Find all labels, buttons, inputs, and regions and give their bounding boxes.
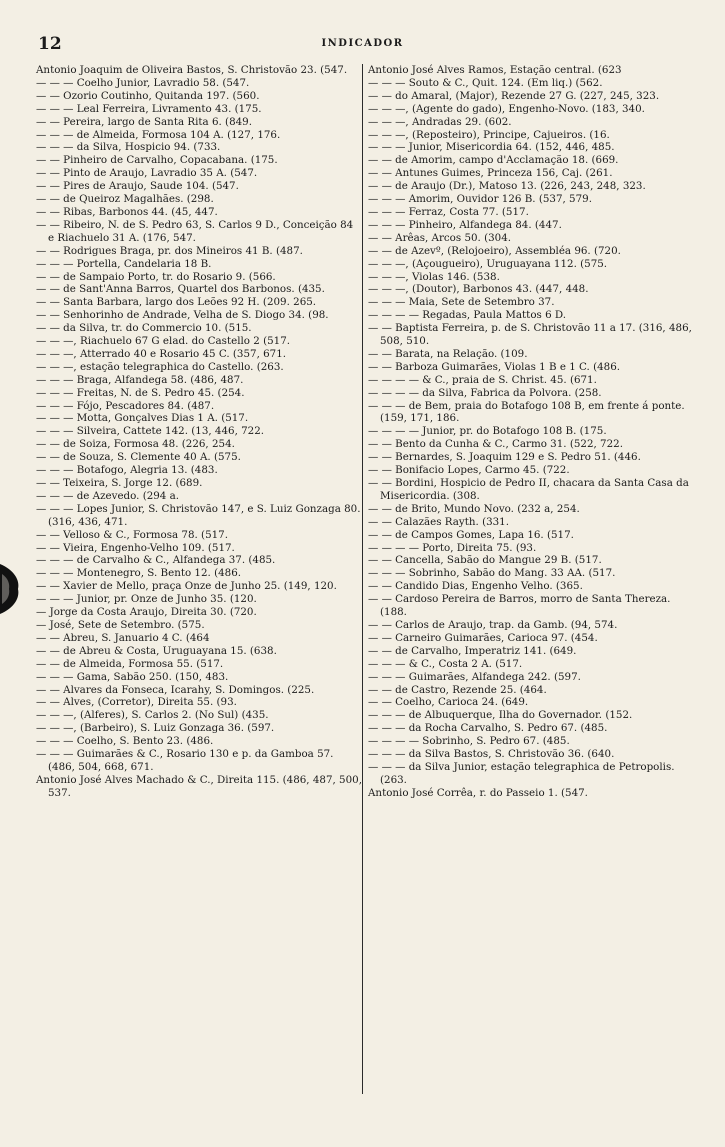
right-column-entry: — — Cancella, Sabão do Mangue 29 B. (517. (368, 554, 602, 567)
right-column-entry: — — — — da Silva, Fabrica da Polvora. (258. (368, 386, 602, 399)
left-column-entry: — — de Queiroz Magalhães. (298. (36, 193, 214, 206)
right-column-entry: Antonio José Alves Ramos, Estação central. (623 (368, 64, 622, 76)
right-column-entry: — — Calazães Rayth. (331. (368, 515, 510, 528)
left-column-entry: — — Senhorinho de Andrade, Velha de S. Diogo 34. (98. (36, 309, 329, 322)
right-column-entry: — — Barboza Guimarães, Violas 1 B e 1 C. (486. (368, 360, 621, 373)
left-column-entry: — — de Sant'Anna Barros, Quartel dos Barbonos. (435. (36, 283, 325, 296)
left-column-entry: — — — de Azevedo. (294 a. (36, 489, 180, 502)
left-column-entry: — — Vieira, Engenho-Velho 109. (517. (36, 541, 235, 554)
right-column-entry: — — de Azevº, (Relojoeiro), Assembléa 96. (720. (368, 244, 621, 257)
right-column-entry: — — — Amorim, Ouvidor 126 B. (537, 579. (368, 193, 592, 206)
right-column-entry: — — de Campos Gomes, Lapa 16. (517. (368, 528, 574, 541)
right-column-entry: — — Carneiro Guimarães, Carioca 97. (454. (368, 631, 598, 644)
left-column-entry: — — de Soiza, Formosa 48. (226, 254. (36, 438, 235, 451)
right-column-entry: — — — — & C., praia de S. Christ. 45. (671. (368, 373, 597, 386)
right-column-entry: — — — — Junior, pr. do Botafogo 108 B. (175. (368, 425, 607, 438)
right-column-entry: — — Cardoso Pereira de Barros, morro de Santa Thereza. (188. (368, 593, 671, 619)
right-column-entry: — — —, (Doutor), Barbonos 43. (447, 448. (368, 283, 589, 296)
left-column-entry: — — — Freitas, N. de S. Pedro 45. (254. (36, 386, 245, 399)
right-column-entry: — — —, (Açougueiro), Uruguayana 112. (575. (368, 257, 608, 270)
right-column-entry: — — Baptista Ferreira, p. de S. Christovão 11 a 17. (316, 486, 508, 510. (368, 322, 692, 348)
left-column-entry: — — — de Carvalho & C., Alfandega 37. (485. (36, 554, 276, 567)
left-column-entry: — José, Sete de Setembro. (575. (36, 618, 205, 631)
right-column-entry: — — Bento da Cunha & C., Carmo 31. (522, 722. (368, 438, 623, 451)
left-column-entry: — — de Almeida, Formosa 55. (517. (36, 657, 224, 670)
right-column-entry: — — Bordini, Hospicio de Pedro II, chacara da Santa Casa da Misericordia. (308. (368, 477, 689, 502)
left-column-entry: — — — Coelho Junior, Lavradio 58. (547. (36, 76, 250, 89)
left-column-entry: — Jorge da Costa Araujo, Direita 30. (720. (36, 606, 257, 619)
right-column-entry: — — — Ferraz, Costa 77. (517. (368, 205, 529, 218)
right-column-entry: — — — de Albuquerque, Ilha do Governador. (152. (368, 709, 633, 722)
left-column-entry: — — Rodrigues Braga, pr. dos Mineiros 41 B. (487. (36, 244, 303, 257)
right-column-entry: — — — da Silva Bastos, S. Christovão 36. (640. (368, 748, 615, 761)
right-column-entry: — — Arêas, Arcos 50. (304. (368, 231, 512, 244)
right-column-entry: — — —, (Reposteiro), Principe, Cajueiros. (16. (368, 128, 610, 141)
right-column-entry: — — — Souto & C., Quit. 124. (Em liq.) (562. (368, 76, 603, 89)
right-column-entry: — — —, (Agente do gado), Engenho-Novo. (183, 340. (368, 102, 645, 115)
left-column-entry: — — — de Almeida, Formosa 104 A. (127, 176. (36, 128, 281, 141)
left-column-entry: — — Pinto de Araujo, Lavradio 35 A. (547. (36, 167, 258, 180)
right-column-entry: — — Antunes Guimes, Princeza 156, Caj. (261. (368, 167, 613, 180)
right-column-entry: — — de Araujo (Dr.), Matoso 13. (226, 243, 248, 323. (368, 180, 646, 193)
right-column-entry: — — —, Andradas 29. (602. (368, 115, 512, 128)
left-column-entry: — — — Coelho, S. Bento 23. (486. (36, 735, 214, 748)
right-column-entry: — — Candido Dias, Engenho Velho. (365. (368, 580, 583, 593)
running-title: INDICADOR (321, 38, 404, 49)
right-column-entry: — — — — Regadas, Paula Mattos 6 D. (368, 309, 567, 322)
right-column-entry: — — Bernardes, S. Joaquim 129 e S. Pedro 51. (446. (368, 451, 641, 464)
left-column-entry: — — — Silveira, Cattete 142. (13, 446, 722. (36, 425, 265, 438)
right-column-entry: — — — da Rocha Carvalho, S. Pedro 67. (485. (368, 722, 608, 735)
left-column-entry: — — — Montenegro, S. Bento 12. (486. (36, 567, 242, 580)
right-column-entry: — — — — Porto, Direita 75. (93. (368, 541, 537, 554)
right-column-entry: — — Carlos de Araujo, trap. da Gamb. (94, 574. (368, 618, 618, 631)
left-column-entry: — — Pires de Araujo, Saude 104. (547. (36, 180, 239, 193)
left-column-entry: — — Pinheiro de Carvalho, Copacabana. (175. (36, 154, 278, 167)
left-column-entry: — — —, estação telegraphica do Castello. (263. (36, 360, 284, 373)
right-column-entry: — — do Amaral, (Major), Rezende 27 G. (227, 245, 323. (368, 89, 660, 102)
left-column-entry: — — — Gama, Sabão 250. (150, 483. (36, 670, 229, 683)
left-column-entry: — — —, Riachuelo 67 G elad. do Castello 2 (517. (36, 335, 291, 348)
column-divider (362, 64, 363, 1094)
right-column-entry: — — de Castro, Rezende 25. (464. (368, 683, 547, 696)
left-column-entry: — — — Lopes Junior, S. Christovão 147, e S. Luiz Gonzaga 80. (316, 436, 471. (36, 502, 361, 528)
left-column-entry: — — Ribeiro, N. de S. Pedro 63, S. Carlos 9 D., Conceição 84 e Riachuelo 31 A. (176, 547. (36, 218, 354, 244)
left-column-entry: — — de Souza, S. Clemente 40 A. (575. (36, 451, 241, 464)
right-column-entry: — — — Guimarães, Alfandega 242. (597. (368, 670, 581, 683)
left-column-entry: — — Santa Barbara, largo dos Leões 92 H. (209. 265. (36, 296, 317, 309)
right-column-entry: — — de Brito, Mundo Novo. (232 a, 254. (368, 502, 580, 515)
right-column-entry: — — — Junior, Misericordia 64. (152, 446, 485. (368, 141, 615, 154)
right-column-entry: — — — da Silva Junior, estação telegraphica de Petropolis. (263. (368, 760, 675, 786)
left-column-entry: — — Xavier de Mello, praça Onze de Junho 25. (149, 120. (36, 580, 337, 593)
left-column-entry: — — —, (Barbeiro), S. Luiz Gonzaga 36. (597. (36, 722, 275, 735)
right-column-entry: — — — Sobrinho, Sabão do Mang. 33 AA. (517. (368, 567, 616, 580)
left-column-entry: — — Alvares da Fonseca, Icarahy, S. Domingos. (225. (36, 683, 315, 696)
right-column (368, 64, 694, 800)
right-column-entry: — — — — Sobrinho, S. Pedro 67. (485. (368, 735, 570, 748)
left-column-entry: — — Velloso & C., Formosa 78. (517. (36, 528, 228, 541)
left-column-entry: — — Ribas, Barbonos 44. (45, 447. (36, 205, 218, 218)
left-column-entry: — — da Silva, tr. do Commercio 10. (515. (36, 322, 252, 335)
right-column-entry: — — Barata, na Relação. (109. (368, 347, 528, 360)
right-column-entry: — — — & C., Costa 2 A. (517. (368, 657, 523, 670)
left-column-entry: — — — Portella, Candelaria 18 B. (36, 257, 212, 270)
right-column-entry: — — — de Bem, praia do Botafogo 108 B, em frente á ponte. (159, 171, 186. (368, 399, 685, 425)
left-column-entry: — — Abreu, S. Januario 4 C. (464 (36, 631, 210, 644)
left-column-entry: — — Alves, (Corretor), Direita 55. (93. (36, 696, 237, 709)
left-column-entry: — — de Sampaio Porto, tr. do Rosario 9. (566. (36, 270, 276, 283)
page-number: 12 (38, 34, 62, 54)
left-column-entry: — — — Guimarães & C., Rosario 130 e p. da Gamboa 57. (486, 504, 668, 671. (36, 748, 334, 773)
left-column-entry: — — Teixeira, S. Jorge 12. (689. (36, 477, 203, 489)
left-column-entry: — — — da Silva, Hospicio 94. (733. (36, 141, 221, 154)
left-column-entry: — — — Junior, pr. Onze de Junho 35. (120. (36, 593, 257, 606)
left-column-entry: — — — Leal Ferreira, Livramento 43. (175. (36, 102, 262, 115)
left-column-entry: — — — Fójo, Pescadores 84. (487. (36, 399, 215, 412)
left-column (36, 64, 362, 800)
left-column-entry: — — —, Atterrado 40 e Rosario 45 C. (357, 671. (36, 347, 287, 360)
right-column-entry: — — de Amorim, campo d'Acclamação 18. (669. (368, 154, 619, 167)
left-column-entry: — — — Motta, Gonçalves Dias 1 A. (517. (36, 412, 249, 425)
left-column-entry: — — Ozorio Coutinho, Quitanda 197. (560. (36, 89, 260, 102)
right-column-entry: — — de Carvalho, Imperatriz 141. (649. (368, 644, 577, 657)
right-column-entry: — — Coelho, Carioca 24. (649. (368, 696, 529, 709)
left-column-entry: Antonio Joaquim de Oliveira Bastos, S. Christovão 23. (547. (36, 64, 348, 76)
left-column-entry: — — —, (Alferes), S. Carlos 2. (No Sul) (435. (36, 709, 269, 722)
left-column-entry: Antonio José Alves Machado & C., Direita 115. (486, 487, 500, 537. (36, 773, 362, 799)
right-column-entry: — — Bonifacio Lopes, Carmo 45. (722. (368, 464, 570, 477)
left-column-entry: — — Pereira, largo de Santa Rita 6. (849. (36, 115, 253, 128)
right-column-entry: — — — Pinheiro, Alfandega 84. (447. (368, 218, 562, 231)
left-column-entry: — — — Botafogo, Alegria 13. (483. (36, 464, 218, 477)
right-column-entry: — — —, Violas 146. (538. (368, 270, 500, 283)
binding-clip-shadow (0, 560, 22, 618)
right-column-entry: — — — Maia, Sete de Setembro 37. (368, 296, 555, 309)
left-column-entry: — — — Braga, Alfandega 58. (486, 487. (36, 373, 244, 386)
left-column-entry: — — de Abreu & Costa, Uruguayana 15. (638. (36, 644, 277, 657)
right-column-entry: Antonio José Corrêa, r. do Passeio 1. (547. (368, 786, 588, 799)
